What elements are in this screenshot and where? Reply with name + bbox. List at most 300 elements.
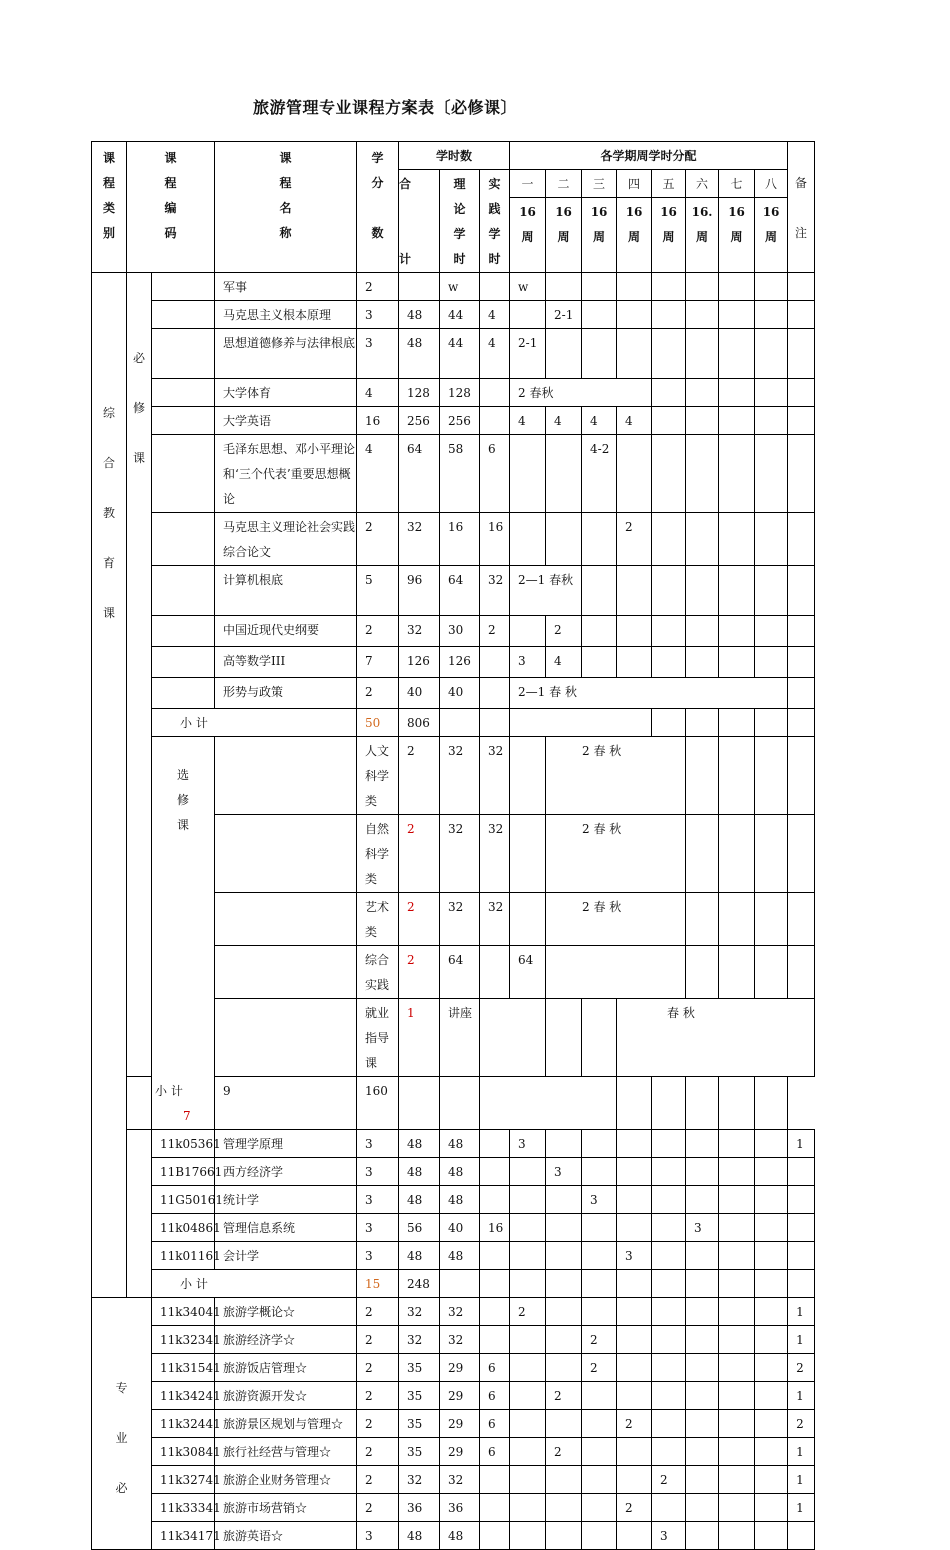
semester-empty [617, 1270, 652, 1298]
semester-empty [652, 1270, 686, 1298]
semester-5 [652, 329, 686, 379]
course-theory: w [440, 273, 480, 301]
course-row [92, 435, 815, 513]
course-row [92, 1354, 815, 1382]
course-code: 11k05361 [152, 1130, 215, 1158]
semester-1 [510, 1354, 546, 1382]
course-name: 旅游景区规划与管理☆ [215, 1410, 357, 1438]
course-credit: 4 [357, 435, 399, 513]
header-hours: 学时数 [399, 142, 510, 170]
course-row [92, 1326, 815, 1354]
header-weeks-5: 16 周 [652, 198, 686, 273]
semester-7 [719, 1158, 755, 1186]
header-weeks-1: 16 周 [510, 198, 546, 273]
course-theory: 48 [440, 1158, 480, 1186]
semester-8 [755, 301, 788, 329]
semester-8 [755, 1410, 788, 1438]
course-theory: 16 [440, 513, 480, 566]
semester-2: 2-1 [546, 301, 582, 329]
course-total: 32 [399, 513, 440, 566]
semester-5 [652, 1186, 686, 1214]
course-note [788, 709, 815, 737]
semester-5 [652, 435, 686, 513]
course-total: 56 [399, 1214, 440, 1242]
course-note [788, 616, 815, 647]
course-name: 管理学原理 [215, 1130, 357, 1158]
semester-6 [686, 1326, 719, 1354]
course-theory: 40 [440, 678, 480, 709]
course-credit: 2 [357, 1382, 399, 1410]
semester-7 [719, 1186, 755, 1214]
course-total: 64 [440, 946, 480, 999]
course-credit: 4 [357, 379, 399, 407]
semester-1: 4 [510, 407, 546, 435]
subtotal-credit: 15 [357, 1270, 399, 1298]
semester-5 [652, 273, 686, 301]
semester-7 [719, 407, 755, 435]
semester-8 [755, 1466, 788, 1494]
header-note: 备 注 [788, 142, 815, 273]
course-name: 大学体育 [215, 379, 357, 407]
semester-3 [582, 329, 617, 379]
course-row [92, 1214, 815, 1242]
course-total: 32 [440, 737, 480, 815]
semester-7 [719, 1410, 755, 1438]
course-row [92, 407, 815, 435]
course-practice [510, 737, 546, 815]
course-credit: 2 [357, 513, 399, 566]
course-credit: 3 [357, 1214, 399, 1242]
semester-8 [755, 1326, 788, 1354]
group-general: 综 合 教 育 课 [92, 273, 127, 1298]
subtotal-practice [440, 1077, 480, 1130]
semester-8 [755, 273, 788, 301]
course-code [152, 647, 215, 678]
semester-6 [686, 329, 719, 379]
semester-4 [617, 566, 652, 616]
semester-empty [686, 1270, 719, 1298]
semester-empty [510, 1270, 546, 1298]
semester-span: 2 春秋 [510, 379, 652, 407]
subtotal-label: 小 计7 [127, 1077, 215, 1130]
course-row [92, 737, 815, 815]
semester-3 [582, 1214, 617, 1242]
course-code [152, 407, 215, 435]
subtotal-span [510, 709, 652, 737]
course-total: 32 [399, 1298, 440, 1326]
course-theory: 256 [440, 407, 480, 435]
course-code [152, 616, 215, 647]
header-semester-1: 一 [510, 170, 546, 198]
semester-7 [719, 1130, 755, 1158]
semester-1 [510, 1382, 546, 1410]
header-weeks-4: 16 周 [617, 198, 652, 273]
course-credit: 3 [357, 301, 399, 329]
course-total: 32 [399, 1466, 440, 1494]
course-credit: 2 [399, 893, 440, 946]
course-theory: 32 [480, 737, 510, 815]
course-credit: 2 [399, 815, 440, 893]
semester-3 [582, 1438, 617, 1466]
header-weeks-3: 16 周 [582, 198, 617, 273]
course-code [152, 273, 215, 301]
semester-7 [719, 513, 755, 566]
course-row [92, 1158, 815, 1186]
course-theory: 44 [440, 329, 480, 379]
course-theory: 32 [480, 893, 510, 946]
subtotal-span [480, 1077, 617, 1130]
course-practice: 6 [480, 1410, 510, 1438]
semester-4 [617, 273, 652, 301]
course-code: 11B17661 [152, 1158, 215, 1186]
semester-span: 2 春 秋 [546, 893, 686, 946]
course-note: 1 [788, 1298, 815, 1326]
course-credit: 1 [399, 999, 440, 1077]
semester-5 [652, 1326, 686, 1354]
course-credit: 2 [357, 678, 399, 709]
course-total: 32 [440, 815, 480, 893]
semester-3 [582, 616, 617, 647]
course-theory: 30 [440, 616, 480, 647]
course-note [788, 407, 815, 435]
subtotal-label: 小 计 [152, 1270, 357, 1298]
semester-empty [617, 1077, 652, 1130]
semester-2 [546, 1494, 582, 1522]
semester-8 [755, 513, 788, 566]
semester-2 [546, 329, 582, 379]
semester-7 [719, 1354, 755, 1382]
course-theory: 48 [440, 1186, 480, 1214]
semester-2: 2 [546, 1438, 582, 1466]
semester-1 [510, 301, 546, 329]
header-semester-6: 六 [686, 170, 719, 198]
semester-empty [686, 1077, 719, 1130]
semester-6 [686, 1466, 719, 1494]
course-code: 11k32441 [152, 1410, 215, 1438]
course-row [92, 1298, 815, 1326]
course-name: 思想道德修养与法律根底 [215, 329, 357, 379]
course-name: 计算机根底 [215, 566, 357, 616]
course-name: 旅游资源开发☆ [215, 1382, 357, 1410]
semester-4 [617, 1354, 652, 1382]
header-semester-7: 七 [719, 170, 755, 198]
semester-1 [510, 1158, 546, 1186]
semester-2: 2 [546, 616, 582, 647]
course-credit: 2 [357, 1438, 399, 1466]
course-theory: 48 [440, 1130, 480, 1158]
semester-1 [510, 1494, 546, 1522]
course-row [92, 678, 815, 709]
semester-5 [652, 1494, 686, 1522]
course-name: 统计学 [215, 1186, 357, 1214]
course-total: 32 [399, 1326, 440, 1354]
course-row [92, 647, 815, 678]
semester-empty [652, 1077, 686, 1130]
course-practice: 6 [480, 1382, 510, 1410]
course-practice [480, 1242, 510, 1270]
group-elective: 选 修 课 [152, 737, 215, 1130]
group-required: 必 修 课 [127, 273, 152, 1077]
course-note [788, 329, 815, 379]
semester-6: 3 [686, 1214, 719, 1242]
subtotal-row [92, 709, 815, 737]
semester-1 [510, 435, 546, 513]
course-total [399, 273, 440, 301]
course-row [92, 273, 815, 301]
course-name: 人文科学类 [357, 737, 399, 815]
course-credit: 2 [357, 1326, 399, 1354]
course-theory: 29 [440, 1438, 480, 1466]
semester-2 [546, 1410, 582, 1438]
course-note [788, 1522, 815, 1550]
semester-8 [755, 1214, 788, 1242]
semester-empty [719, 893, 755, 946]
semester-1 [510, 1214, 546, 1242]
course-theory: 32 [480, 815, 510, 893]
semester-6 [686, 566, 719, 616]
semester-2 [546, 1326, 582, 1354]
course-row [92, 1186, 815, 1214]
course-note [788, 1242, 815, 1270]
course-practice [480, 1130, 510, 1158]
course-credit: 3 [357, 1130, 399, 1158]
semester-2 [546, 1242, 582, 1270]
course-code [152, 678, 215, 709]
semester-3 [582, 1466, 617, 1494]
course-note [788, 647, 815, 678]
course-code [152, 513, 215, 566]
semester-4 [617, 1158, 652, 1186]
header-theory: 理 论 学 时 [440, 170, 480, 273]
course-practice: 6 [480, 1438, 510, 1466]
course-credit: 3 [357, 329, 399, 379]
semester-6 [686, 616, 719, 647]
semester-8 [755, 566, 788, 616]
subtotal-credit: 9 [215, 1077, 357, 1130]
course-code: 11k01161 [152, 1242, 215, 1270]
course-row [92, 1494, 815, 1522]
course-note [788, 435, 815, 513]
course-theory: 44 [440, 301, 480, 329]
course-row [92, 1522, 815, 1550]
header-category: 课 程 类 别 [92, 142, 127, 273]
semester-1: 2 [510, 1298, 546, 1326]
course-theory [480, 999, 546, 1077]
course-practice [480, 1494, 510, 1522]
semester-7 [719, 301, 755, 329]
course-note [788, 1270, 815, 1298]
course-code: 11G50161 [152, 1186, 215, 1214]
course-theory: 48 [440, 1522, 480, 1550]
semester-1 [510, 1326, 546, 1354]
semester-1 [510, 1410, 546, 1438]
course-note: 1 [788, 1466, 815, 1494]
course-total: 35 [399, 1438, 440, 1466]
semester-2: 4 [546, 407, 582, 435]
semester-4 [617, 1382, 652, 1410]
course-note: 1 [788, 1130, 815, 1158]
semester-2 [546, 1130, 582, 1158]
semester-2: 2 [546, 1382, 582, 1410]
semester-1 [510, 1242, 546, 1270]
semester-4 [617, 647, 652, 678]
semester-8 [755, 1522, 788, 1550]
semester-3: 2 [582, 1326, 617, 1354]
semester-8 [755, 329, 788, 379]
header-weeks-8: 16 周 [755, 198, 788, 273]
subtotal-credit: 50 [357, 709, 399, 737]
course-total: 35 [399, 1410, 440, 1438]
course-credit: 2 [357, 616, 399, 647]
course-row [92, 1438, 815, 1466]
course-code [152, 435, 215, 513]
course-note [788, 1186, 815, 1214]
course-name: 旅游企业财务管理☆ [215, 1466, 357, 1494]
semester-empty [719, 1077, 755, 1130]
semester-5 [652, 1410, 686, 1438]
semester-2 [546, 1186, 582, 1214]
course-note [788, 273, 815, 301]
header-credit: 学 分 数 [357, 142, 399, 273]
course-practice: 16 [480, 1214, 510, 1242]
course-total: 32 [440, 893, 480, 946]
course-theory: 32 [440, 1466, 480, 1494]
course-practice [480, 1326, 510, 1354]
course-total: 35 [399, 1382, 440, 1410]
group-major: 专 业 必 [92, 1298, 152, 1550]
course-total: 64 [399, 435, 440, 513]
course-practice [480, 1186, 510, 1214]
course-name: 西方经济学 [215, 1158, 357, 1186]
course-code [215, 999, 357, 1077]
semester-8 [755, 1438, 788, 1466]
course-note: 2 [788, 1410, 815, 1438]
semester-2: 3 [546, 1158, 582, 1186]
course-theory: 126 [440, 647, 480, 678]
course-note: 1 [788, 1326, 815, 1354]
semester-empty [755, 709, 788, 737]
semester-7 [719, 1214, 755, 1242]
course-credit: 7 [357, 647, 399, 678]
course-practice [480, 273, 510, 301]
course-total: 48 [399, 1158, 440, 1186]
semester-8 [755, 407, 788, 435]
course-practice [510, 893, 546, 946]
semester-5 [652, 616, 686, 647]
subtotal-theory [440, 1270, 480, 1298]
course-name: 中国近现代史纲要 [215, 616, 357, 647]
course-total: 讲座 [440, 999, 480, 1077]
course-credit: 2 [357, 273, 399, 301]
course-theory: 64 [440, 566, 480, 616]
course-name: 马克思主义理论社会实践综合论文 [215, 513, 357, 566]
course-theory: 40 [440, 1214, 480, 1242]
semester-6 [686, 1242, 719, 1270]
semester-empty [755, 815, 788, 893]
course-practice: 4 [480, 329, 510, 379]
course-name: 旅游经济学☆ [215, 1326, 357, 1354]
course-theory [480, 946, 510, 999]
course-credit: 2 [357, 1466, 399, 1494]
semester-empty [719, 1270, 755, 1298]
subtotal-theory [440, 709, 480, 737]
semester-7 [719, 1522, 755, 1550]
course-code [152, 379, 215, 407]
semester-empty [719, 946, 755, 999]
header-code: 课 程 编 码 [127, 142, 215, 273]
semester-empty [686, 815, 719, 893]
semester-6 [686, 1494, 719, 1522]
semester-6 [686, 379, 719, 407]
course-credit: 2 [399, 737, 440, 815]
subtotal-theory [399, 1077, 440, 1130]
course-row [92, 1410, 815, 1438]
course-practice [480, 647, 510, 678]
semester-1 [510, 1438, 546, 1466]
semester-empty [755, 1270, 788, 1298]
semester-4 [617, 1214, 652, 1242]
semester-span: 春 秋 [617, 999, 815, 1077]
course-note: 1 [788, 1494, 815, 1522]
course-code: 11k33341 [152, 1494, 215, 1522]
semester-7 [719, 329, 755, 379]
course-practice [480, 1298, 510, 1326]
semester-1: 3 [510, 1130, 546, 1158]
semester-6 [686, 1158, 719, 1186]
course-practice [480, 1466, 510, 1494]
course-name: 会计学 [215, 1242, 357, 1270]
course-total: 48 [399, 301, 440, 329]
semester-3 [582, 1382, 617, 1410]
semester-1: w [510, 273, 546, 301]
subtotal-total: 806 [399, 709, 440, 737]
semester-span: 2 春 秋 [546, 737, 686, 815]
semester-4 [617, 1466, 652, 1494]
course-row [92, 1242, 815, 1270]
semester-2 [546, 1354, 582, 1382]
course-note [788, 301, 815, 329]
semester-2 [546, 1466, 582, 1494]
course-practice [480, 1522, 510, 1550]
course-practice [510, 815, 546, 893]
course-code [215, 946, 357, 999]
semester-6 [686, 1130, 719, 1158]
course-theory: 32 [440, 1298, 480, 1326]
course-theory: 29 [440, 1410, 480, 1438]
header-weeks-2: 16 周 [546, 198, 582, 273]
semester-5 [652, 513, 686, 566]
semester-7 [719, 1326, 755, 1354]
course-total: 48 [399, 1242, 440, 1270]
header-weeks-7: 16 周 [719, 198, 755, 273]
course-theory: 48 [440, 1242, 480, 1270]
semester-empty [788, 737, 815, 815]
course-credit: 2 [399, 946, 440, 999]
semester-empty [719, 737, 755, 815]
semester-8 [755, 647, 788, 678]
semester-4: 3 [617, 1242, 652, 1270]
semester-3 [582, 1410, 617, 1438]
semester-6 [686, 1410, 719, 1438]
semester-4: 2 [617, 1410, 652, 1438]
semester-span [546, 946, 686, 999]
course-name: 大学英语 [215, 407, 357, 435]
semester-1 [510, 1186, 546, 1214]
semester-7 [719, 1382, 755, 1410]
semester-empty [719, 815, 755, 893]
course-total: 96 [399, 566, 440, 616]
course-plan-table [91, 141, 815, 1550]
